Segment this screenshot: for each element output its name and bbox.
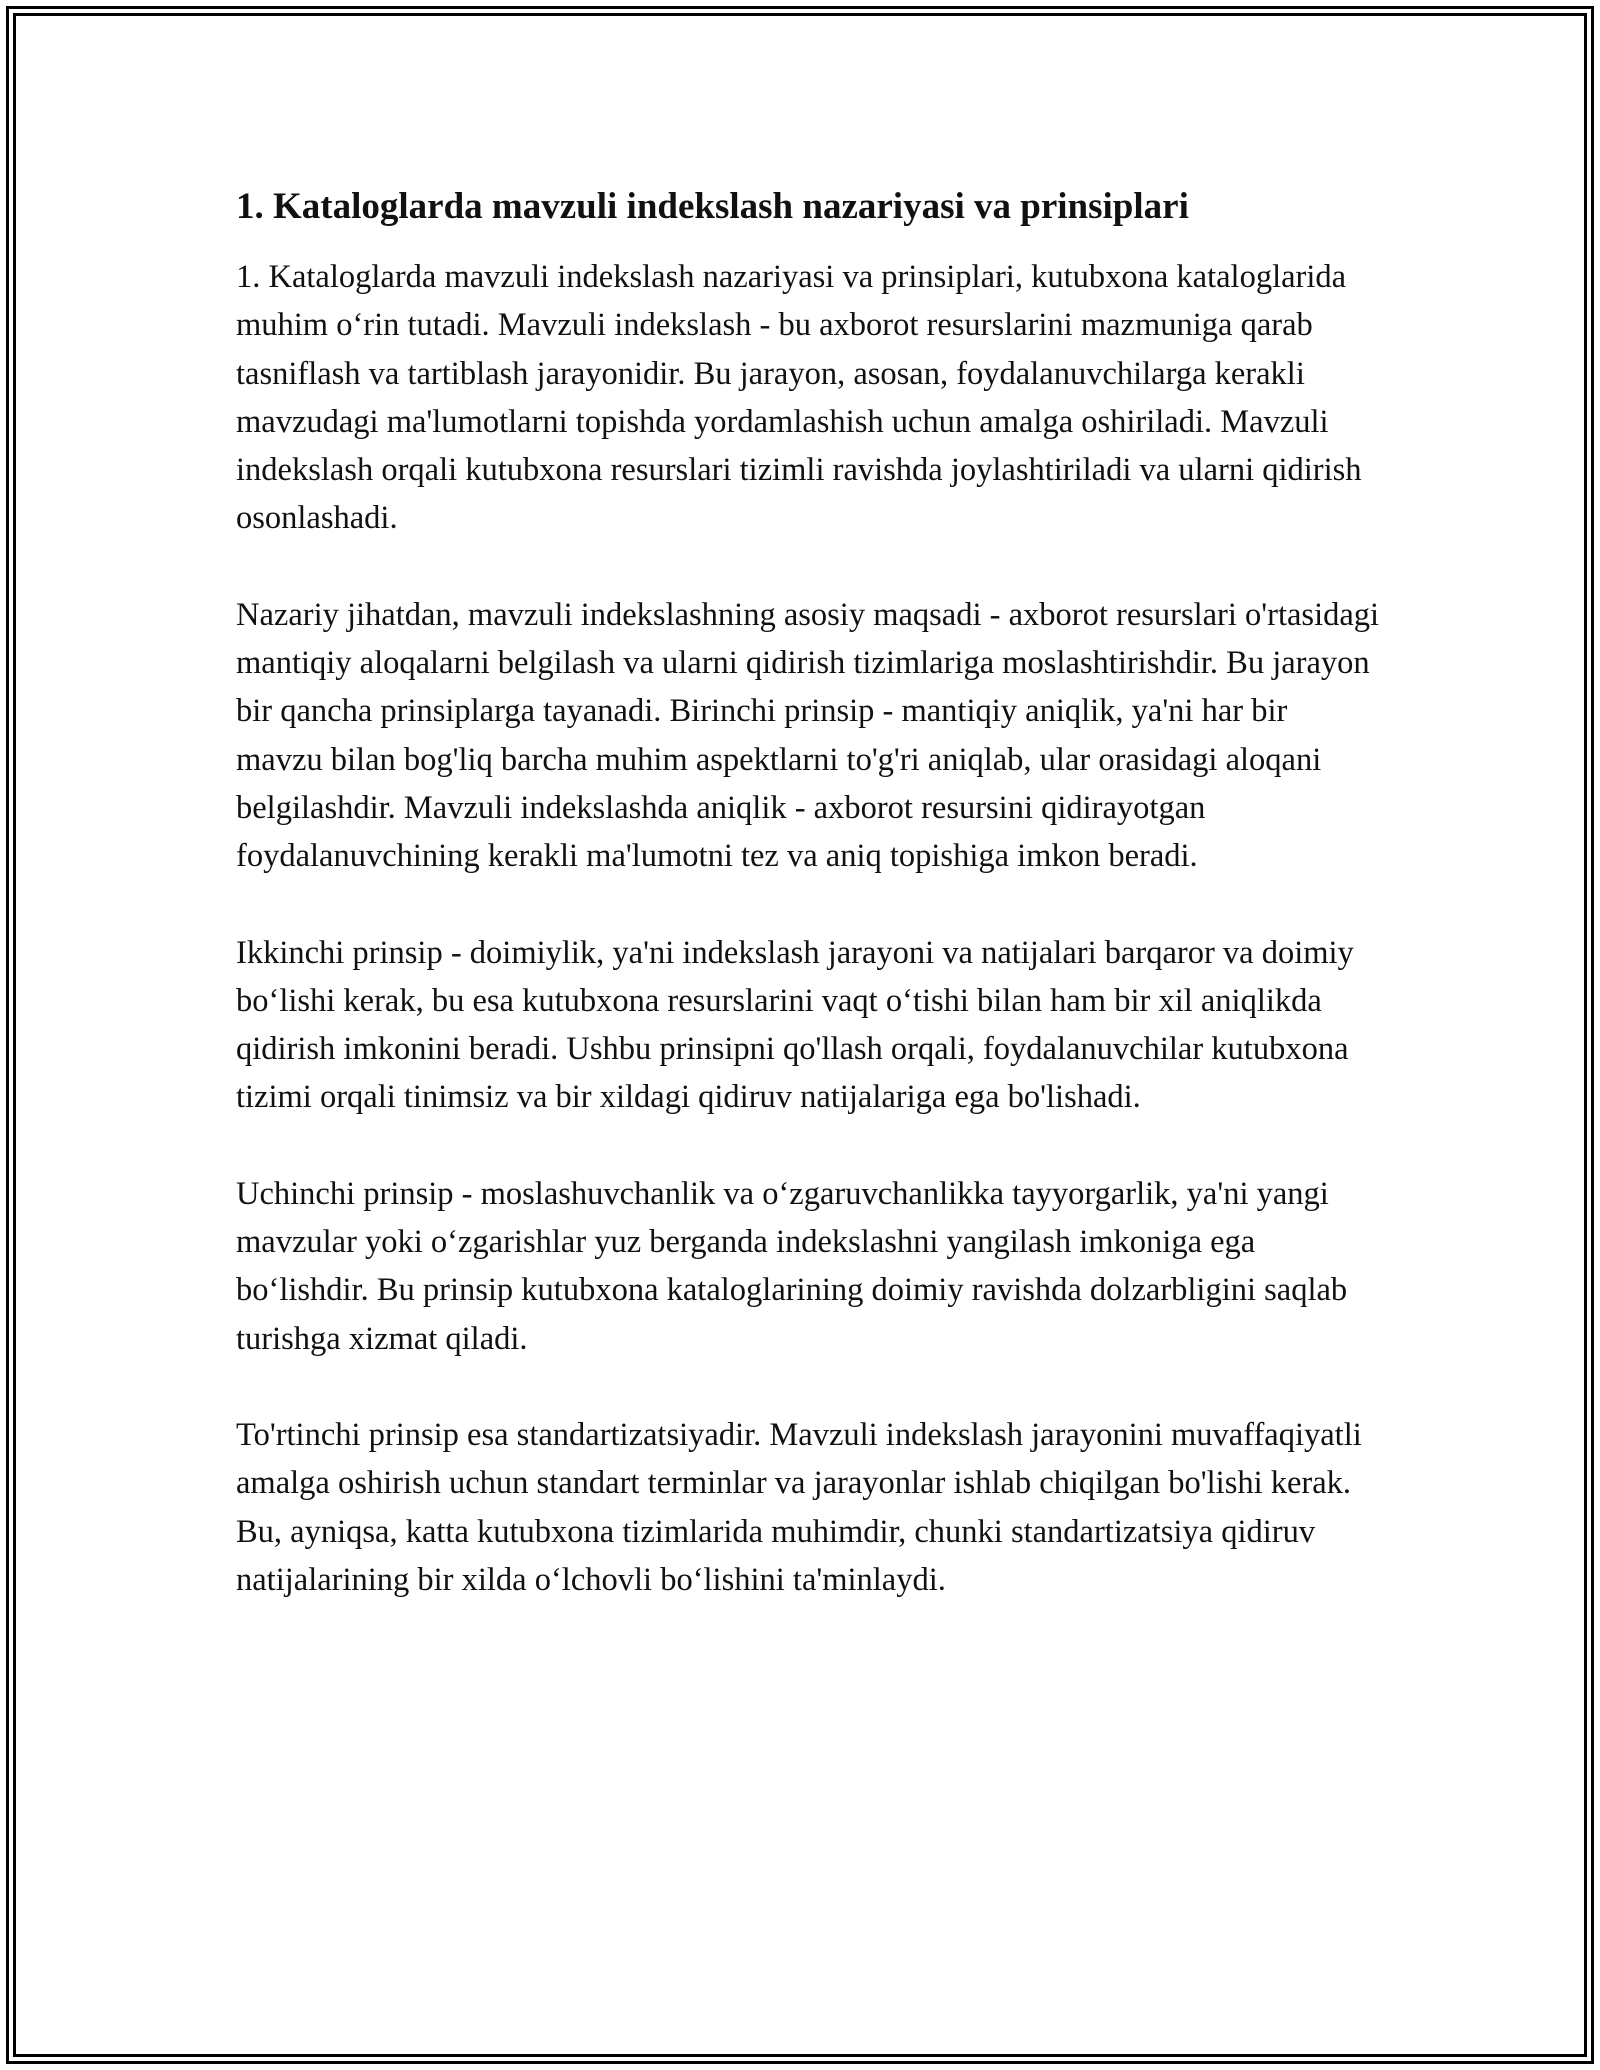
document-body [236, 183, 1381, 1652]
paragraph-first-principle: Nazariy jihatdan, mavzuli indekslashning asosiy maqsadi - axborot resurslari o'rtasidagi mantiqiy aloqalarni belgilash va ularni qidirish tizimlariga moslashtirishdir. Bu jarayon bir qancha prinsiplarga tayanadi. Birinchi prinsip - mantiqiy aniqlik, ya'ni har bir mavzu bilan bog'liq barcha muhim aspektlarni to'g'ri aniqlab, ular orasidagi aloqani belgilashdir. Mavzuli indekslashda aniqlik - axborot resursini qidirayotgan foydalanuvchining kerakli ma'lumotni tez va aniq topishiga imkon beradi. [236, 596, 1380, 875]
paragraph-fourth-principle: To'rtinchi prinsip esa standartizatsiyadir. Mavzuli indekslash jarayonini muvaffaqiyatli amalga oshirish uchun standart terminlar va jarayonlar ishlab chiqilgan bo'lishi kerak. Bu, ayniqsa, katta kutubxona tizimlarida muhimdir, chunki standartizatsiya qidiruv natijalarining bir xilda o‘lchovli bo‘lishini ta'minlaydi. [236, 1416, 1362, 1598]
document-title: 1. Kataloglarda mavzuli indekslash nazariyasi va prinsiplari [236, 186, 1189, 227]
paragraph-second-principle: Ikkinchi prinsip - doimiylik, ya'ni indekslash jarayoni va natijalari barqaror va doimiy bo‘lishi kerak, bu esa kutubxona resurslarini vaqt o‘tishi bilan ham bir xil aniqlikda qidirish imkonini beradi. Ushbu prinsipni qo'llash orqali, foydalanuvchilar kutubxona tizimi orqali tinimsiz va bir xildagi qidiruv natijalariga ega bo'lishadi. [236, 934, 1354, 1116]
paragraph-intro: 1. Kataloglarda mavzuli indekslash nazariyasi va prinsiplari, kutubxona kataloglarida muhim o‘rin tutadi. Mavzuli indekslash - bu axborot resurslarini mazmuniga qarab tasniflash va tartiblash jarayonidir. Bu jarayon, asosan, foydalanuvchilarga kerakli mavzudagi ma'lumotlarni topishda yordamlashish uchun amalga oshiriladi. Mavzuli indekslash orqali kutubxona resurslari tizimli ravishda joylashtiriladi va ularni qidirish osonlashadi. [236, 259, 1362, 537]
paragraph-third-principle: Uchinchi prinsip - moslashuvchanlik va o‘zgaruvchanlikka tayyorgarlik, ya'ni yangi mavzular yoki o‘zgarishlar yuz berganda indekslashni yangilash imkoniga ega bo‘lishdir. Bu prinsip kutubxona kataloglarining doimiy ravishda dolzarbligini saqlab turishga xizmat qiladi. [236, 1175, 1348, 1357]
